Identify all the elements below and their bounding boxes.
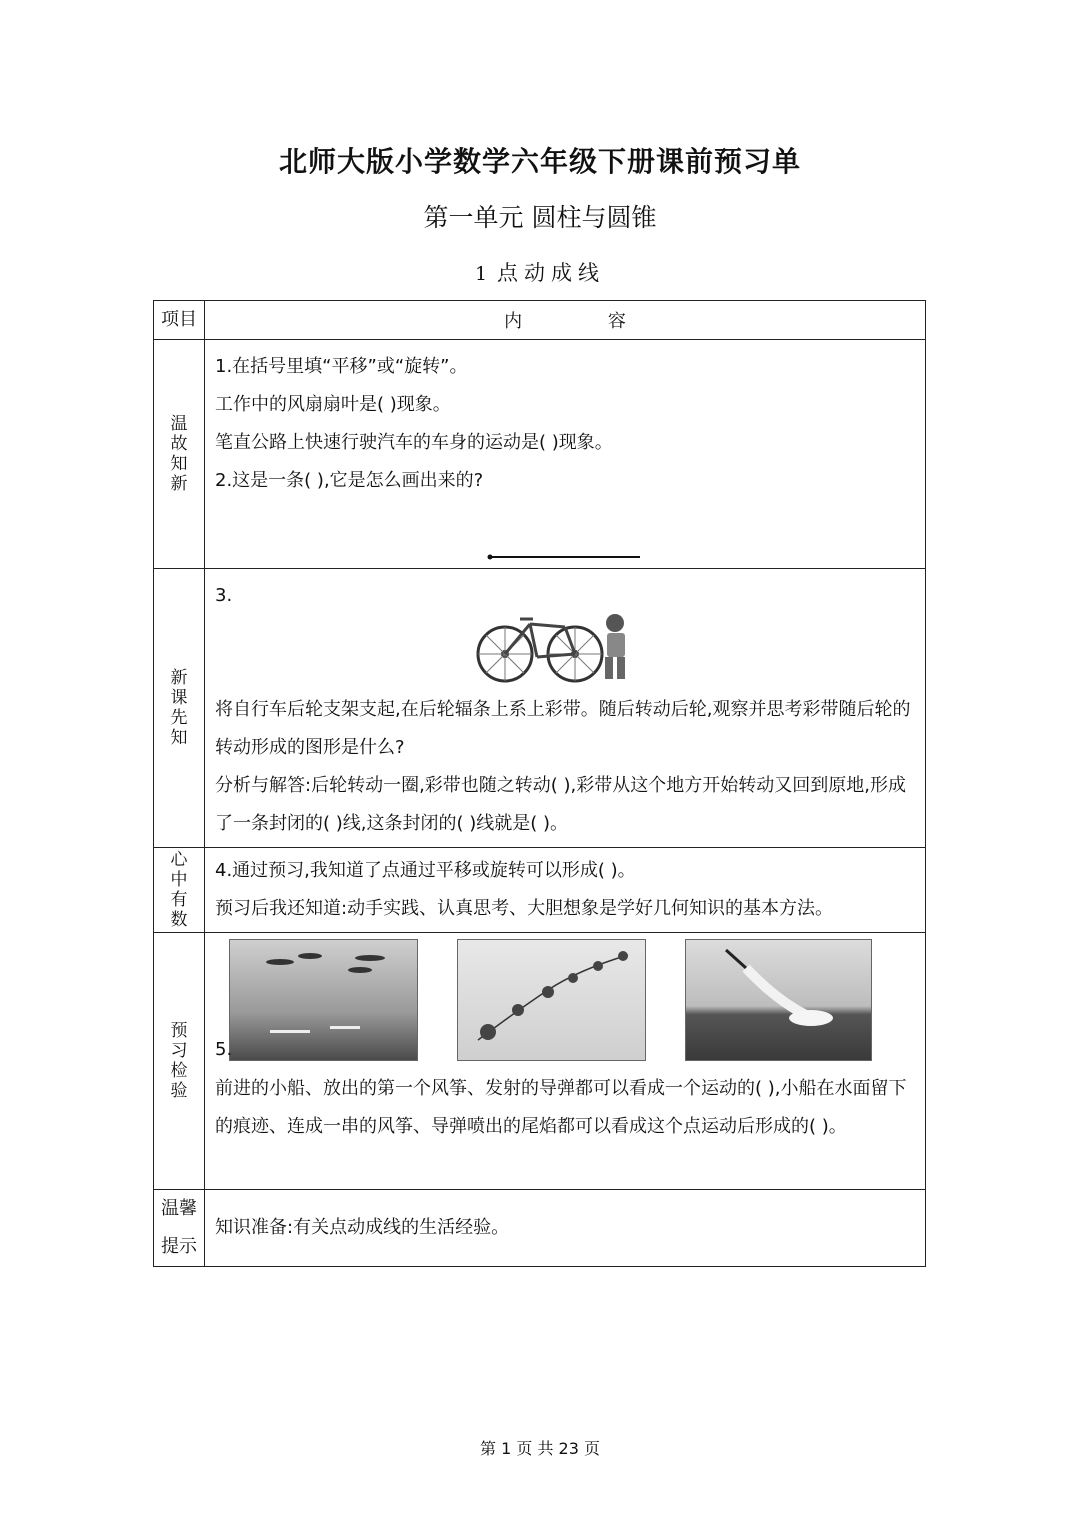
question-line: 工作中的风扇扇叶是( )现象。: [215, 394, 451, 415]
lesson-number: 1: [474, 263, 488, 285]
ray-figure: [485, 552, 645, 562]
header-content: 内 容: [205, 301, 926, 340]
missile-photo: [685, 939, 872, 1061]
question-line: 2.这是一条( ),它是怎么画出来的?: [215, 470, 484, 491]
page-number: 第 1 页 共 23 页: [480, 1439, 600, 1458]
question-text: 前进的小船、放出的第一个风筝、发射的导弹都可以看成一个运动的( ),小船在水面留下的痕迹、连成一串的风筝、导弹喷出的尾焰都可以看成这个点运动后形成的( )。: [215, 1078, 907, 1137]
lesson-heading: [0, 257, 1080, 287]
section-label: 温馨提示: [154, 1190, 205, 1267]
unit-title: 第一单元 圆柱与圆锥: [423, 203, 657, 232]
section-label: 温故知新: [154, 340, 205, 569]
section-new-lesson: [154, 569, 926, 848]
section-label: 预习检验: [154, 933, 205, 1190]
section-label: 心中有数: [154, 848, 205, 933]
question-line: 1.在括号里填“平移”或“旋转”。: [215, 356, 468, 377]
question-line: 笔直公路上快速行驶汽车的车身的运动是( )现象。: [215, 432, 613, 453]
question-line: 4.通过预习,我知道了点通过平移或旋转可以形成( )。: [215, 860, 636, 881]
section-check: [154, 933, 926, 1190]
kite-photo: [457, 939, 646, 1061]
section-summary: [154, 848, 926, 933]
tip-line: 知识准备:有关点动成线的生活经验。: [215, 1217, 510, 1238]
header-item: 项目: [154, 301, 205, 340]
bicycle-boy-illustration: [475, 609, 635, 689]
page-title: 北师大版小学数学六年级下册课前预习单: [278, 145, 801, 178]
question-line: 3.: [215, 585, 233, 606]
question-text: 将自行车后轮支架支起,在后轮辐条上系上彩带。随后转动后轮,观察并思考彩带随后轮的转动形成的图形是什么?: [215, 699, 911, 758]
preview-table: [153, 300, 926, 1267]
section-label: 新课先知: [154, 569, 205, 848]
fleet-photo: [229, 939, 418, 1061]
lesson-title: 点动成线: [497, 261, 606, 285]
section-review: [154, 340, 926, 569]
section-tips: [154, 1190, 926, 1267]
question-number: 5.: [215, 1039, 233, 1060]
note-line: 预习后我还知道:动手实践、认真思考、大胆想象是学好几何知识的基本方法。: [215, 898, 834, 919]
answer-text: 分析与解答:后轮转动一圈,彩带也随之转动( ),彩带从这个地方开始转动又回到原地,形成了一条封闭的( )线,这条封闭的( )线就是( )。: [215, 775, 906, 834]
